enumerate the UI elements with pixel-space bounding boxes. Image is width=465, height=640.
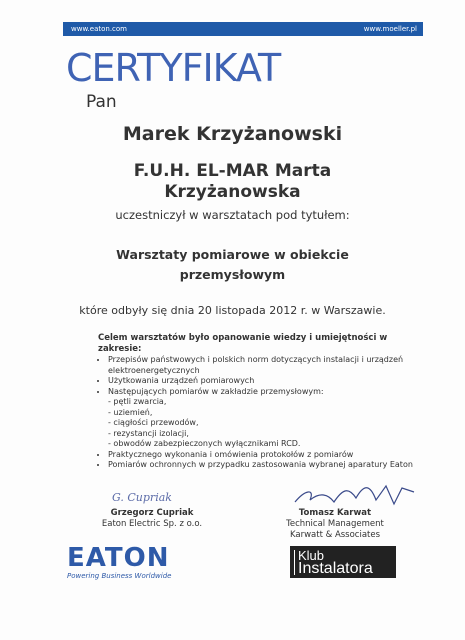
klub-line-2: Instalatora [298,560,373,577]
greeting: Pan [86,92,117,112]
list-item: • Przepisów państwowych i polskich norm dotyczących instalacji i urządzeń elektroenergetycznych [108,355,426,376]
sub-list-item: - obwodów zabezpieczonych wyłącznikami RCD. [108,439,301,448]
eaton-tagline: Powering Business Worldwide [67,572,172,580]
sub-list-item: - ciągłości przewodów, [108,418,199,427]
list-item: • Praktycznego wykonania i omówienia protokołów z pomiarów [108,450,426,461]
list-item [108,387,426,450]
recipient-company [0,161,465,203]
scope-list [92,355,426,471]
sub-list-item: - pętli zwarcia, [108,397,167,406]
sub-list-item: - uziemień, [108,407,153,417]
sub-list-item: - rezystancji izolacji, [108,428,189,438]
list-item: • Użytkowania urządzeń pomiarowych [108,376,426,387]
signature-karwat [290,480,420,510]
recipient-name: Marek Krzyżanowski [122,123,343,145]
company-line-1: F.U.H. EL-MAR Marta [133,161,332,181]
signer-org: Eaton Electric Sp. z o.o. [101,519,203,529]
signer-karwat [265,508,405,541]
list-item-text: Następujących pomiarów w zakładzie przemysłowym: [108,386,324,396]
signer-cupriak [92,508,212,530]
intro-text: uczestniczył w warsztatach pod tytułem: [115,208,350,222]
workshop-line-2: przemysłowym [179,267,286,282]
sub-list [108,397,426,450]
eaton-wordmark: EATON [67,543,170,573]
header-bar [63,22,423,36]
list-item: • Pomiarów ochronnych w przypadku zastosowania wybranej aparatury Eaton [108,460,426,471]
klub-line-1: Klub [298,548,325,563]
eaton-logo [67,544,177,580]
eaton-url: www.eaton.com [71,25,127,33]
workshop-title [0,245,465,285]
certificate-title: CERTYFIKAT [66,46,281,90]
signer-name: Grzegorz Cupriak [110,508,194,518]
signature-cupriak: G. Cupriak [112,491,172,504]
purpose-heading: Celem warsztatów było opanowanie wiedzy i umiejętności w zakresie: [98,333,388,354]
signer-org: Karwatt & Associates [289,530,381,540]
moeller-url: www.moeller.pl [363,25,417,33]
klub-instalatora-logo [290,546,396,578]
date-location: które odbyły się dnia 20 listopada 2012 r. w Warszawie. [79,304,386,317]
company-line-2: Krzyżanowska [164,182,301,202]
workshop-line-1: Warsztaty pomiarowe w obiekcie [116,247,349,262]
signer-name: Tomasz Karwat [298,508,372,518]
signer-role: Technical Management [286,519,384,529]
logo-bar [294,550,295,575]
